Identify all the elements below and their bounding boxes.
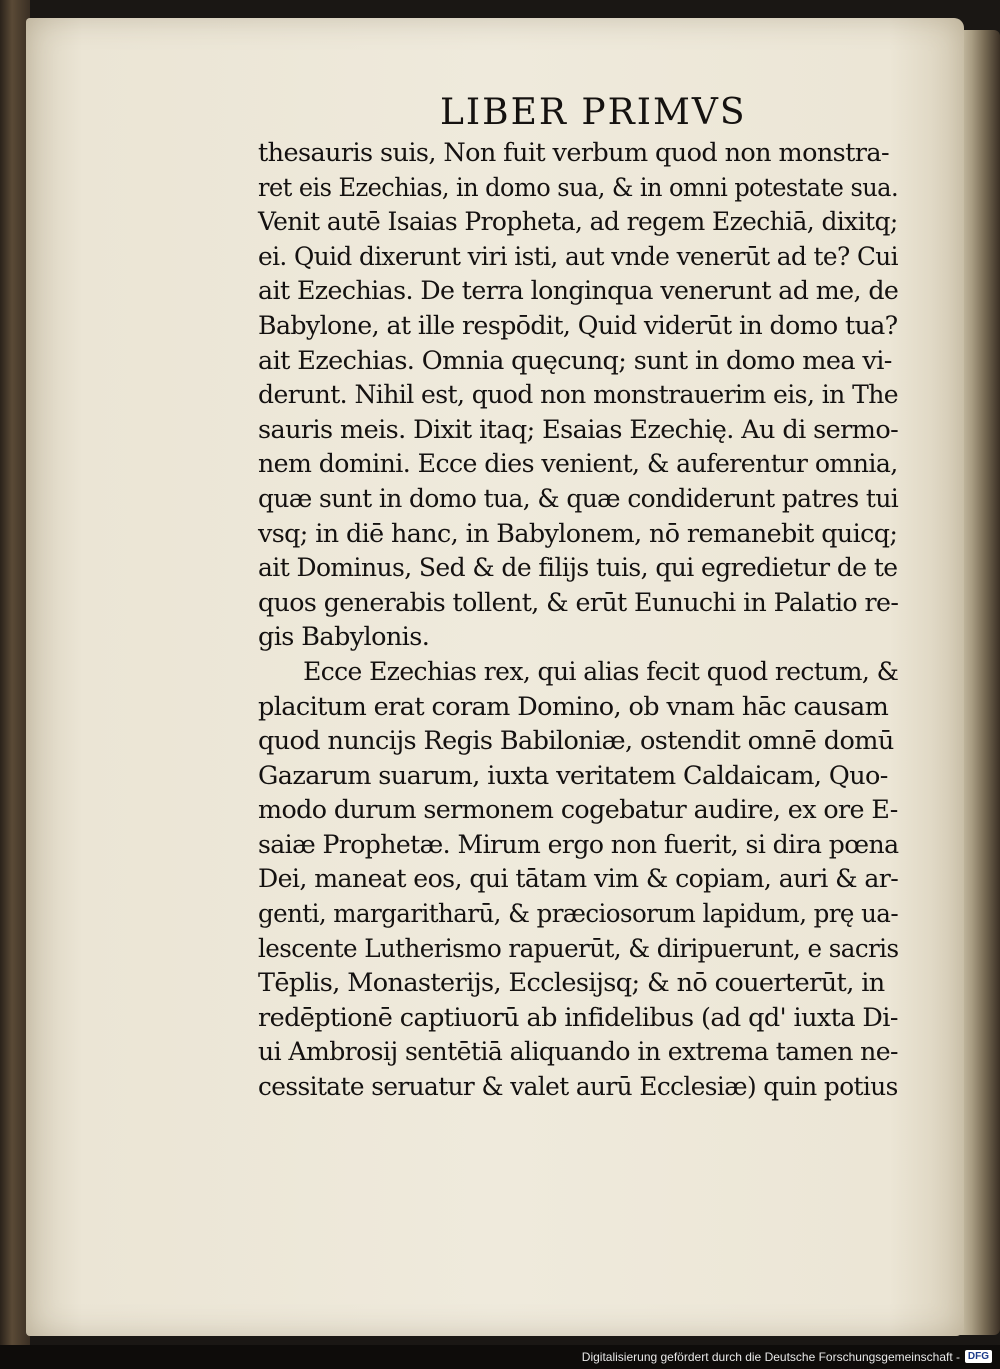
- text-line: ait Dominus, Sed & de filijs tuis, qui egredietur de te: [258, 553, 898, 584]
- running-head: LIBER PRIMVS: [440, 92, 747, 133]
- text-line: sauris meis. Dixit itaq; Esaias Ezechię. Au di sermo-: [258, 414, 899, 445]
- text-line: modo durum sermonem cogebatur audire, ex ore E-: [258, 795, 898, 826]
- text-line: Ecce Ezechias rex, qui alias fecit quod rectum, &: [303, 656, 899, 687]
- text-line: cessitate seruatur & valet aurū Ecclesiæ) quin potius: [258, 1072, 898, 1103]
- text-line: quod nuncijs Regis Babiloniæ, ostendit omnē domū: [258, 726, 894, 757]
- text-line: Dei, maneat eos, qui tātam vim & copiam, auri & ar-: [258, 864, 899, 895]
- text-line: ait Ezechias. De terra longinqua venerunt ad me, de: [258, 276, 899, 307]
- footer-credit: Digitalisierung gefördert durch die Deutsche Forschungsgemeinschaft -: [581, 1350, 960, 1364]
- text-line: ret eis Ezechias, in domo sua, & in omni potestate sua.: [258, 172, 899, 203]
- text-line: quæ sunt in domo tua, & quæ condiderunt patres tui: [258, 483, 899, 514]
- page-stack-edge: [960, 30, 1000, 1335]
- text-line: ui Ambrosij sentētiā aliquando in extrema tamen ne-: [258, 1037, 898, 1068]
- text-line: lescente Lutherismo rapuerūt, & diripuerunt, e sacris: [258, 933, 899, 964]
- text-line: saiæ Prophetæ. Mirum ergo non fuerit, si dira pœna: [258, 829, 899, 860]
- text-line: Gazarum suarum, iuxta veritatem Caldaicam, Quo-: [258, 760, 888, 791]
- dfg-logo: DFG: [965, 1350, 992, 1363]
- text-line: vsq; in diē hanc, in Babylonem, nō remanebit quicq;: [258, 518, 898, 549]
- text-line: nem domini. Ecce dies venient, & auferentur omnia,: [258, 449, 898, 480]
- body-text: [258, 136, 898, 1105]
- text-line: gis Babylonis.: [258, 622, 430, 653]
- text-line: ei. Quid dixerunt viri isti, aut vnde venerūt ad te? Cui: [258, 241, 899, 272]
- text-line: derunt. Nihil est, quod non monstrauerim eis, in The: [258, 380, 898, 411]
- text-line: ait Ezechias. Omnia quęcunq; sunt in domo mea vi-: [258, 345, 892, 376]
- text-line: placitum erat coram Domino, ob vnam hāc causam: [258, 691, 889, 722]
- text-line: Babylone, at ille respōdit, Quid viderūt in domo tua?: [258, 310, 898, 341]
- text-line: thesauris suis, Non fuit verbum quod non monstra-: [258, 138, 889, 168]
- text-line: Venit autē Isaias Propheta, ad regem Ezechiā, dixitq;: [258, 207, 898, 238]
- text-line: quos generabis tollent, & erūt Eunuchi in Palatio re-: [258, 587, 899, 618]
- text-line: genti, margaritharū, & præciosorum lapidum, prę ua-: [258, 899, 899, 930]
- text-line: Tēplis, Monasterijs, Ecclesijsq; & nō couerterūt, in: [258, 968, 885, 999]
- text-line: redēptionē captiuorū ab infidelibus (ad qd' iuxta Di-: [258, 1002, 898, 1033]
